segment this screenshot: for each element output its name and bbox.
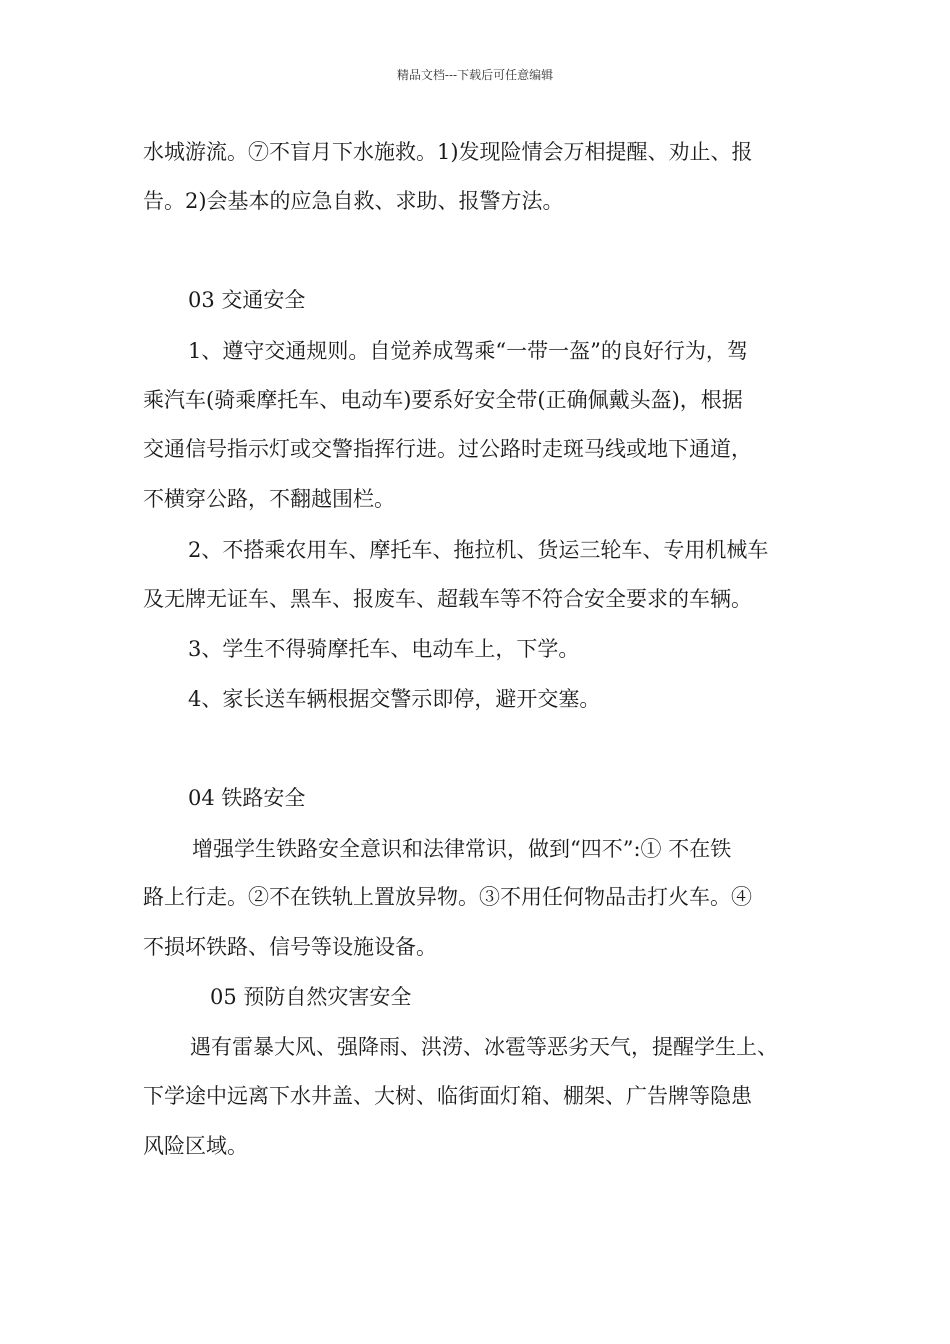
paragraph-line: 2、不搭乘农用车、摩托车、拖拉机、货运三轮车、专用机械车 xyxy=(188,538,769,562)
paragraph-line: 风险区域。 xyxy=(143,1134,248,1158)
paragraph-line: 不损坏铁路、信号等设施设备。 xyxy=(143,935,437,959)
paragraph-line: 乘汽车(骑乘摩托车、电动车)要系好安全带(正确佩戴头盔)，根据 xyxy=(143,388,743,412)
paragraph-line: 3、学生不得骑摩托车、电动车上，下学。 xyxy=(188,637,580,661)
paragraph-line: 及无牌无证车、黑车、报废车、超载车等不符合安全要求的车辆。 xyxy=(143,587,752,611)
paragraph-line: 下学途中远离下水井盖、大树、临街面灯箱、棚架、广告牌等隐患 xyxy=(143,1084,752,1108)
paragraph-line: 遇有雷暴大风、强降雨、洪涝、冰雹等恶劣天气，提醒学生上、 xyxy=(190,1035,778,1059)
page-header: 精品文档---下载后可任意编辑 xyxy=(396,68,554,82)
paragraph-line: 不横穿公路，不翻越围栏。 xyxy=(143,487,395,511)
paragraph-line: 交通信号指示灯或交警指挥行进。过公路时走斑马线或地下通道， xyxy=(143,437,752,461)
paragraph-line: 告。2)会基本的应急自救、求助、报警方法。 xyxy=(143,189,564,213)
paragraph-line: 路上行走。②不在铁轨上置放异物。③不用任何物品击打火车。④ xyxy=(143,885,752,909)
paragraph-line: 1、遵守交通规则。自觉养成驾乘“一带一盔”的良好行为，驾 xyxy=(188,339,748,363)
paragraph-line: 4、家长送车辆根据交警示即停，避开交塞。 xyxy=(188,687,601,711)
section-heading-traffic: 03 交通安全 xyxy=(188,288,306,312)
paragraph-line: 增强学生铁路安全意识和法律常识，做到“四不”:① 不在铁 xyxy=(192,837,732,861)
section-heading-railway: 04 铁路安全 xyxy=(188,786,306,810)
paragraph-line: 水城游流。⑦不盲月下水施救。1)发现险情会万相提醒、劝止、报 xyxy=(143,140,753,164)
section-heading-disaster: 05 预防自然灾害安全 xyxy=(210,985,412,1009)
